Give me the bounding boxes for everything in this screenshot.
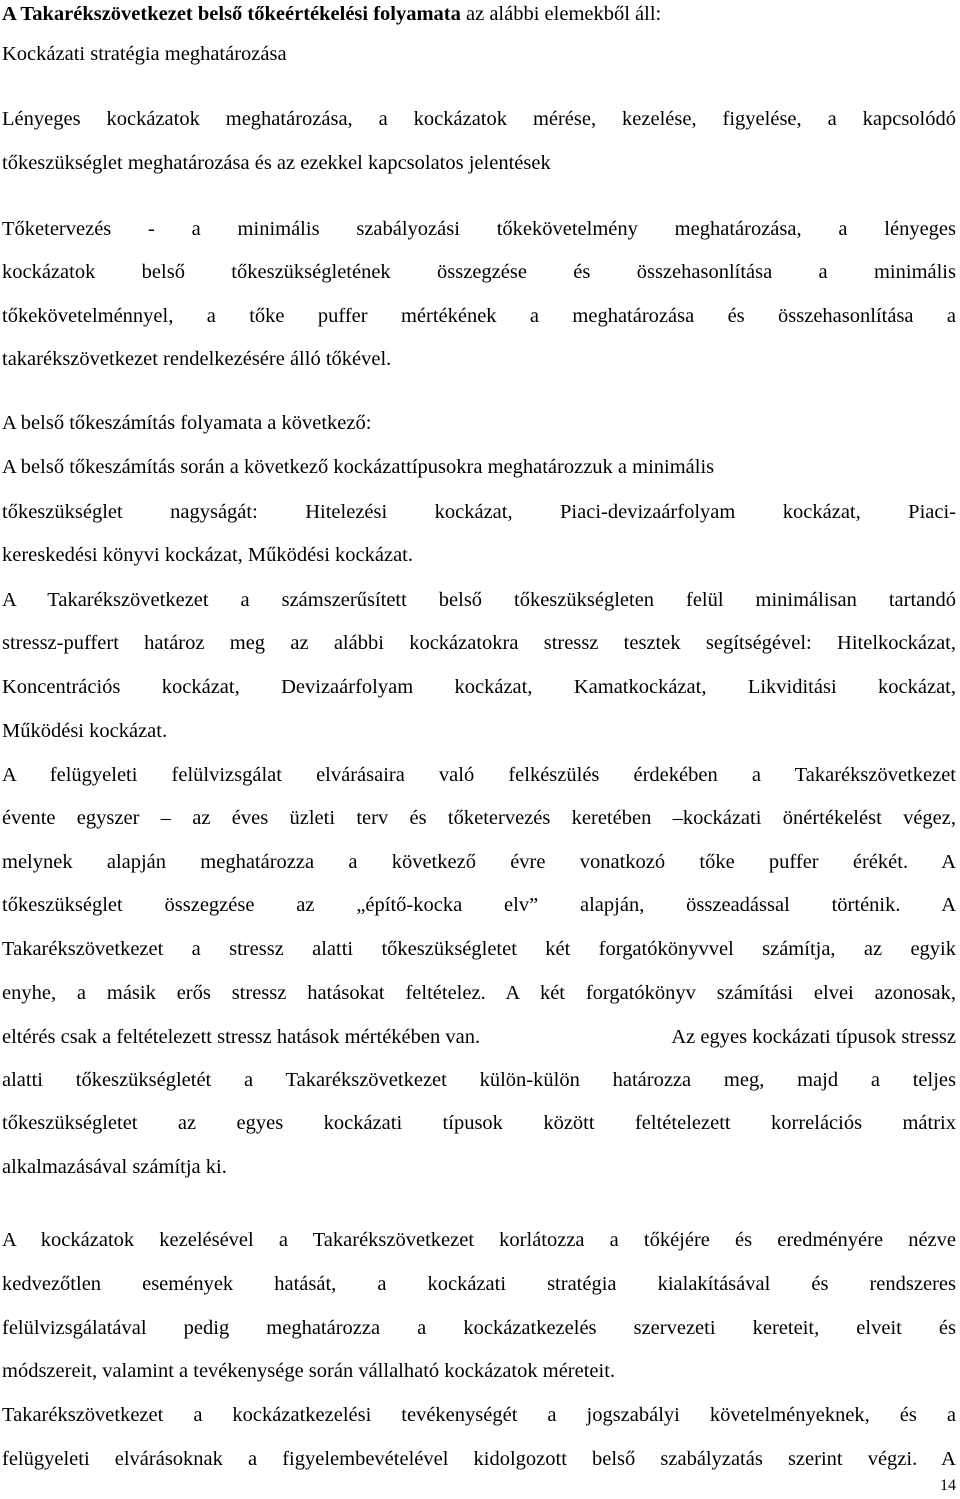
- text-line: A felügyeleti felülvizsgálat elvárásaira való felkészülés érdekében a Takarékszövetkezet: [2, 764, 956, 786]
- page-number: 14: [940, 1477, 956, 1494]
- text-line: enyhe, a másik erős stressz hatásokat feltételez. A két forgatókönyv számítási elvei azonosak,: [2, 982, 956, 1004]
- text-line: tőkekövetelménnyel, a tőke puffer mértékének a meghatározása és összehasonlítása a: [2, 305, 956, 327]
- text-line: melynek alapján meghatározza a következő évre vonatkozó tőke puffer érékét. A: [2, 851, 956, 873]
- text-line: alatti tőkeszükségletét a Takarékszövetkezet külön-külön határozza meg, majd a teljes: [2, 1069, 956, 1091]
- text-line-split: [2, 1025, 956, 1049]
- text-line: tőkeszükségletet az egyes kockázati típusok között feltételezett korrelációs mátrix: [2, 1112, 956, 1134]
- document-heading-line: [2, 2, 661, 26]
- text-line: A belső tőkeszámítás folyamata a következő:: [2, 412, 372, 434]
- text-line: tőkeszükséglet nagyságát: Hitelezési kockázat, Piaci-devizaárfolyam kockázat, Piaci-: [2, 501, 956, 523]
- text-line: évente egyszer – az éves üzleti terv és tőketervezés keretében –kockázati önértékelést végez,: [2, 807, 956, 829]
- text-line: Koncentrációs kockázat, Devizaárfolyam kockázat, Kamatkockázat, Likviditási kockázat,: [2, 676, 956, 698]
- text-line: Működési kockázat.: [2, 720, 168, 742]
- document-title: A Takarékszövetkezet belső tőkeértékelési folyamata: [2, 3, 461, 25]
- text-fragment: eltérés csak a feltételezett stressz hatások mértékében van.: [2, 1026, 481, 1048]
- text-line: stressz-puffert határoz meg az alábbi kockázatokra stressz tesztek segítségével: Hitelkockázat,: [2, 632, 956, 654]
- text-line: felügyeleti elvárásoknak a figyelembevételével kidolgozott belső szabályzatás szerint végzi. A: [2, 1448, 956, 1470]
- text-line: Lényeges kockázatok meghatározása, a kockázatok mérése, kezelése, figyelése, a kapcsolódó: [2, 108, 956, 130]
- text-line: tőkeszükséglet összegzése az „építő-kocka elv” alapján, összeadással történik. A: [2, 894, 956, 916]
- text-line: kedvezőtlen események hatását, a kockázati stratégia kialakításával és rendszeres: [2, 1273, 956, 1295]
- text-line: tőkeszükséglet meghatározása és az ezekkel kapcsolatos jelentések: [2, 152, 551, 174]
- text-line: alkalmazásával számítja ki.: [2, 1156, 227, 1178]
- text-fragment: Az egyes kockázati típusok stressz: [671, 1026, 956, 1048]
- text-line: Tőketervezés - a minimális szabályozási tőkekövetelmény meghatározása, a lényeges: [2, 218, 956, 240]
- text-line: Takarékszövetkezet a stressz alatti tőkeszükségletet két forgatókönyvvel számítja, az egyik: [2, 938, 956, 960]
- text-line: A belső tőkeszámítás során a következő kockázattípusokra meghatározzuk a minimális: [2, 456, 715, 478]
- document-title-continuation: az alábbi elemekből áll:: [460, 3, 662, 25]
- text-line: kockázatok belső tőkeszükségletének összegzése és összehasonlítása a minimális: [2, 261, 956, 283]
- text-line: módszereit, valamint a tevékenysége során vállalható kockázatok méreteit.: [2, 1360, 616, 1382]
- text-line: Kockázati stratégia meghatározása: [2, 43, 287, 65]
- text-line: takarékszövetkezet rendelkezésére álló tőkével.: [2, 348, 392, 370]
- text-line: A kockázatok kezelésével a Takarékszövetkezet korlátozza a tőkéjére és eredményére nézve: [2, 1229, 956, 1251]
- text-line: A Takarékszövetkezet a számszerűsített belső tőkeszükségleten felül minimálisan tartandó: [2, 589, 956, 611]
- text-line: kereskedési könyvi kockázat, Működési kockázat.: [2, 544, 414, 566]
- text-line: Takarékszövetkezet a kockázatkezelési tevékenységét a jogszabályi követelményeknek, és a: [2, 1404, 956, 1426]
- text-line: felülvizsgálatával pedig meghatározza a kockázatkezelés szervezeti kereteit, elveit és: [2, 1317, 956, 1339]
